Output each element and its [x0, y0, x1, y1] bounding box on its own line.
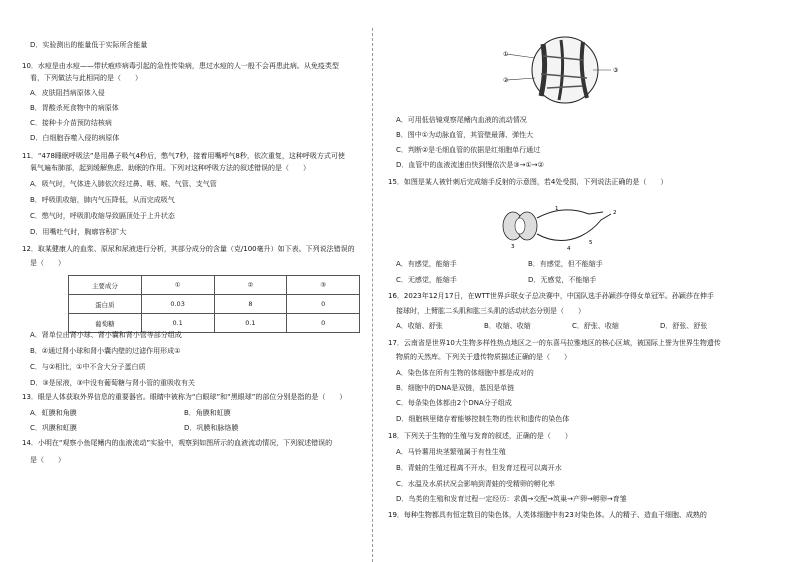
table-row [69, 295, 360, 314]
fig2-label: 5 [589, 240, 593, 246]
q16-stem-line2: 接球时，上臂肱二头肌和肱三头肌的活动状态分别是（ ） [396, 307, 585, 315]
q10-option-b: B．胃酸杀死食物中的病原体 [30, 104, 119, 112]
q12-stem-line1: 12．取某健康人的血浆、原尿和尿液进行分析，其部分成分的含量（克/100毫升）如下表。下列说法错误的 [22, 245, 355, 253]
table-cell: 0.1 [214, 314, 287, 333]
table-cell: 0 [287, 295, 360, 314]
fig2-label: 1 [555, 206, 559, 212]
q17-option-d: D．细胞核里储存着能够控制生物的性状和遗传的染色体 [396, 415, 570, 423]
q10-option-c: C．接种卡介苗预防结核病 [30, 119, 112, 127]
q19-stem-line1: 19．每种生物都具有恒定数目的染色体，人类体细胞中有23对染色体。人的精子、造血干细胞、成熟的 [388, 511, 707, 519]
q15-option-d: D．无感觉，不能缩手 [528, 276, 597, 284]
q14-option-c: C．判断②是毛细血管的依据是红细胞单行通过 [396, 146, 541, 154]
q18-option-a: A．马铃薯用块茎繁殖属于有性生殖 [396, 448, 506, 456]
table-cell: 0.1 [141, 314, 214, 333]
q16-stem-line1: 16．2023年12月17日，在WTT世界乒联女子总决赛中，中国队选手孙颖莎夺得女单冠军。孙颖莎在伸手 [388, 292, 714, 300]
q9-option-d: D．实验测出的能量低于实际所含能量 [30, 41, 148, 49]
table-header-cell: ② [214, 276, 287, 295]
q10-option-a: A．皮肤阻挡病原体入侵 [30, 89, 105, 97]
q12-option-d: D．③是尿液，③中没有葡萄糖与肾小管的重吸收有关 [30, 379, 195, 387]
q14-option-a: A．可用低倍镜观察尾鳍内血液的流动情况 [396, 116, 527, 124]
column-divider [372, 28, 373, 562]
q11-option-b: B．呼吸肌收缩，肺内气压降低，从而完成吸气 [30, 196, 175, 204]
table-cell: 0.03 [141, 295, 214, 314]
table-header-row [69, 276, 360, 295]
table-header-cell: ③ [287, 276, 360, 295]
q13-option-b: B．角膜和虹膜 [184, 409, 231, 417]
q10-stem-line1: 10．水痘是由水痘——带状疱疹病毒引起的急性传染病，患过水痘的人一般不会再患此病。从免疫类型 [22, 62, 339, 70]
q15-option-b: B．有感觉，但不能缩手 [528, 260, 603, 268]
fig1-label: ② [503, 77, 509, 84]
q14-stem-line2: 是（ ） [30, 456, 65, 464]
q14-option-b: B．图中①为动脉血管，其管壁最薄、弹性大 [396, 131, 534, 139]
table-cell: 8 [214, 295, 287, 314]
q11-option-c: C．憋气时，呼吸肌收缩导致膈顶处于上升状态 [30, 212, 175, 220]
q16-option-a: A．收缩、舒张 [396, 322, 443, 330]
table-header-cell: ① [141, 276, 214, 295]
q17-option-c: C．每条染色体都由2个DNA分子组成 [396, 399, 512, 407]
q13-stem: 13．眼是人体获取外界信息的重要器官。眼睛中被称为“白眼球”和“黑眼球”的部位分别是指的是（ ） [22, 393, 347, 401]
q12-option-a: A．肾单位由肾小球、肾小囊和肾小管等部分组成 [30, 331, 182, 339]
q12-stem-line2: 是（ ） [30, 259, 65, 267]
q17-stem-line1: 17．云南省是世界10大生物多样性热点地区之一的东喜马拉雅地区的核心区域，被国际上誉为世界生物遗传 [388, 339, 721, 347]
q14-stem-line1: 14．小明在“观察小鱼尾鳍内的血液流动”实验中，观察到如图所示的血液流动情况，下列叙述错误的 [22, 439, 333, 447]
q15-stem: 15．如图是某人被针刺后完成缩手反射的示意图，若4处受损，下列说法正确的是（ ） [388, 178, 668, 186]
q12-option-c: C．与②相比，①中不含大分子蛋白质 [30, 363, 146, 371]
fig1-label: ③ [613, 67, 619, 74]
q10-option-d: D．白细胞吞噬入侵的病原体 [30, 134, 120, 142]
q18-option-b: B．青蛙的生殖过程离不开水，但发育过程可以离开水 [396, 464, 562, 472]
q13-option-c: C．巩膜和虹膜 [30, 424, 77, 432]
fish-tail-blood-flow-figure [503, 34, 623, 106]
q15-option-a: A．有感觉，能缩手 [396, 260, 457, 268]
q13-option-a: A．虹膜和角膜 [30, 409, 77, 417]
fig1-label: ① [503, 51, 509, 58]
data-table [68, 275, 360, 333]
reflex-arc-figure [493, 200, 623, 252]
q18-option-d: D．鸟类的生殖和发育过程一定经历：求偶→交配→筑巢→产卵→孵卵→育雏 [396, 495, 627, 503]
fig2-label: 4 [567, 246, 571, 252]
table-row [69, 314, 360, 333]
q11-stem-line1: 11．“478睡眠呼吸法”是用鼻子吸气4秒后，憋气7秒，接着用嘴呼气8秒，依次重复，这种呼吸方式可使 [22, 152, 345, 160]
q11-stem-line2: 氧气遍布肺部，起到缓解焦虑、助眠的作用。下列对这种呼吸方法的叙述错误的是（ ） [30, 164, 310, 172]
table-cell: 葡萄糖 [69, 314, 142, 333]
q12-option-b: B．②通过肾小球和肾小囊内壁的过滤作用形成① [30, 347, 181, 355]
table-cell: 蛋白质 [69, 295, 142, 314]
fig2-label: 3 [511, 244, 515, 250]
q17-option-a: A．染色体在所有生物的体细胞中都是成对的 [396, 369, 534, 377]
q11-option-d: D．用嘴吐气时，胸廓容积扩大 [30, 228, 127, 236]
q16-option-c: C．舒张、收缩 [572, 322, 619, 330]
q10-stem-line2: 看，下列做法与此相同的是（ ） [30, 74, 142, 82]
q15-option-c: C．无感觉，能缩手 [396, 276, 457, 284]
q11-option-a: A．吸气时，气体进入肺依次经过鼻、咽、喉、气管、支气管 [30, 180, 217, 188]
q18-option-c: C．水温及水质状况会影响到青蛙的受精卵的孵化率 [396, 480, 555, 488]
q17-option-b: B．细胞中的DNA是双链，基因是单链 [396, 384, 515, 392]
q16-option-b: B．收缩、收缩 [484, 322, 531, 330]
table-cell: 0 [287, 314, 360, 333]
fig2-label: 2 [613, 210, 617, 216]
q14-option-d: D．血管中的血液流速由快到慢依次是③→①→② [396, 161, 544, 169]
table-header-cell: 主要成分 [69, 276, 142, 295]
q17-stem-line2: 物质的天然库。下列关于遗传物质描述正确的是（ ） [396, 353, 571, 361]
q13-option-d: D．巩膜和脉络膜 [184, 424, 239, 432]
q16-option-d: D．舒张、舒张 [660, 322, 708, 330]
q18-stem: 18．下列关于生物的生殖与发育的叙述，正确的是（ ） [388, 432, 572, 440]
